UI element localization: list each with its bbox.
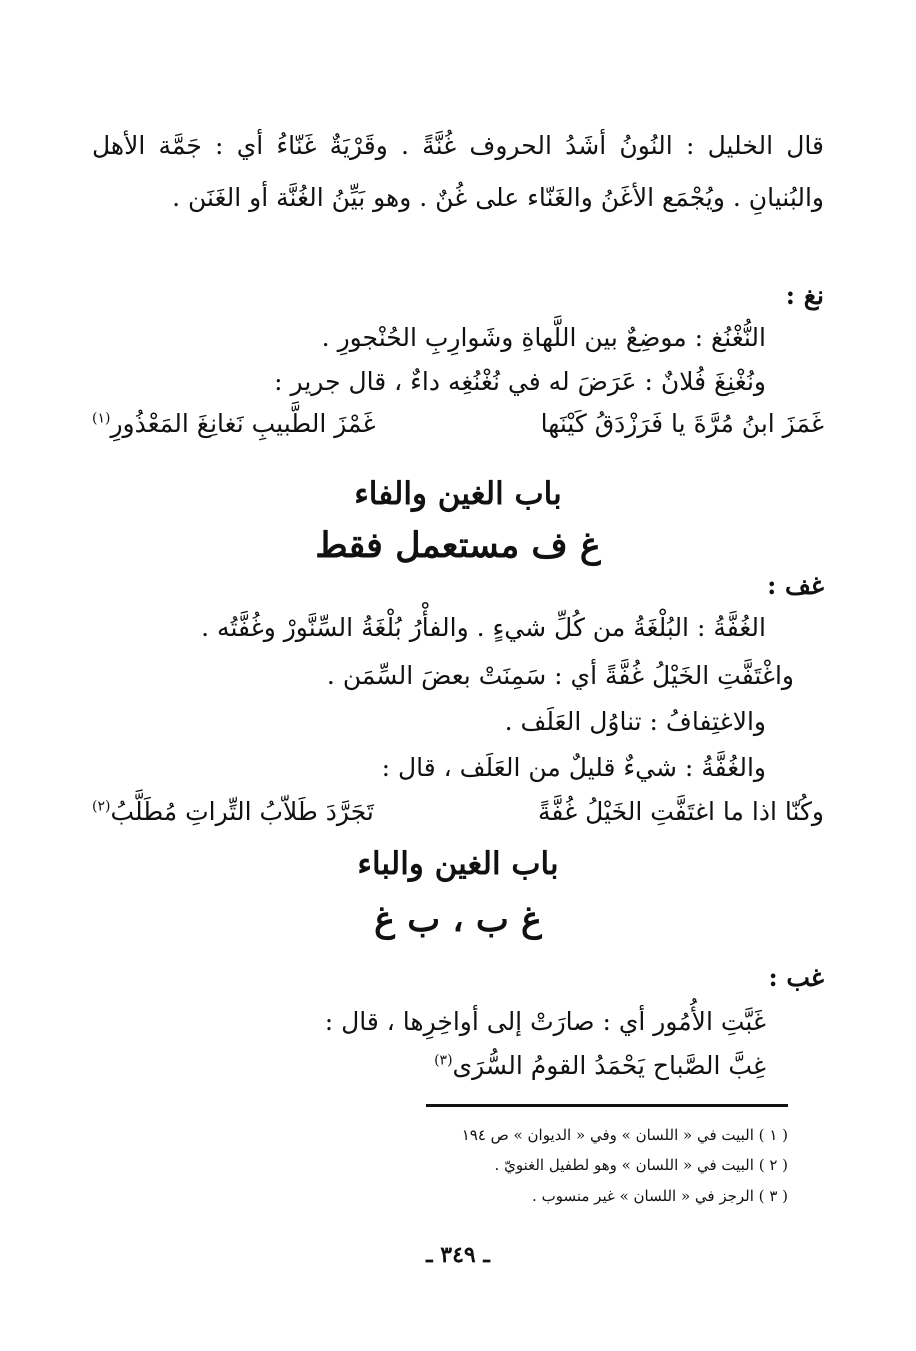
entry-heading: غب : bbox=[768, 963, 824, 992]
footnote: ( ١ ) البيت في « اللسان » وفي « الديوان » ص ١٩٤ bbox=[461, 1126, 788, 1144]
poetry-verse bbox=[434, 1046, 766, 1086]
verse-text: غَمْزَ الطَّبيبِ نَغانِغَ المَعْذُورِ bbox=[110, 409, 376, 438]
verse-hemistich bbox=[92, 792, 374, 832]
verse-text: غِبَّ الصَّباح يَحْمَدُ القومُ السُّرَى bbox=[452, 1051, 766, 1080]
paragraph-line: قال الخليل : النُونُ أشَدُ الحروف غُنَّةً . وقَرْيَةٌ غَنّاءُ أي : جَمَّة الأهل bbox=[92, 131, 824, 160]
footnote-separator bbox=[426, 1104, 788, 1107]
footnote-marker: (٢) bbox=[92, 798, 111, 815]
paragraph-line: والبُنيانِ . ويُجْمَع الأغَنُ والغَنّاء على غُنٌ . وهو بَيِّنُ الغُنَّة أو الغَنَن . bbox=[172, 183, 824, 212]
paragraph-line: والاغتِفافُ : تناوُل العَلَف . bbox=[504, 707, 766, 736]
paragraph-line: واغْتَفَّتِ الخَيْلُ غُفَّةً أي : سَمِنَتْ بعضَ السِّمَن . bbox=[326, 661, 794, 690]
chapter-title: باب الغين والفاء bbox=[354, 476, 562, 512]
paragraph-line: ونُغْنِغَ فُلانٌ : عَرَضَ له في نُغْنُغِه داءٌ ، قال جرير : bbox=[274, 367, 766, 396]
verse-hemistich: غَمَزَ ابنُ مُرَّةَ يا فَرَزْدَقُ كَيْنَها bbox=[540, 409, 824, 438]
entry-heading: نغ : bbox=[785, 281, 824, 310]
verse-hemistich bbox=[92, 404, 376, 444]
footnote-marker: (١) bbox=[92, 410, 111, 427]
verse-hemistich: وكُنّا اذا ما اغتَفَّتِ الخَيْلُ غُفَّةً bbox=[538, 797, 824, 826]
paragraph-line: الغُفَّةُ : البُلْغَةُ من كُلِّ شيءٍ . والفأْرُ بُلْغَةُ السِّنَّورْ وغُفَّتُه . bbox=[201, 613, 766, 642]
paragraph-line: غَبَّتِ الأُمُور أي : صارَتْ إلى أواخِرِها ، قال : bbox=[324, 1007, 766, 1036]
page-number: ـ ٣٤٩ ـ bbox=[426, 1242, 490, 1268]
paragraph-line: النُّغْنُغ : موضِعٌ بين اللَّهاةِ وشَوارِبِ الحُنْجورِ . bbox=[321, 323, 766, 352]
verse-text: تَجَرَّدَ طَلاّبُ التِّراتِ مُطَلَّبُ bbox=[110, 797, 374, 826]
footnote-marker: (٣) bbox=[434, 1052, 453, 1069]
chapter-subtitle: غ ف مستعمل فقط bbox=[315, 525, 601, 566]
entry-heading: غف : bbox=[767, 571, 824, 600]
poetry-verse bbox=[92, 792, 824, 832]
footnote: ( ٢ ) البيت في « اللسان » وهو لطفيل الغنويّ . bbox=[494, 1156, 788, 1174]
poetry-verse bbox=[92, 404, 824, 444]
footnote: ( ٣ ) الرجز في « اللسان » غير منسوب . bbox=[532, 1187, 788, 1205]
chapter-subtitle: غ ب ، ب غ bbox=[374, 899, 542, 940]
paragraph-line: والغُفَّةُ : شيءٌ قليلٌ من العَلَف ، قال : bbox=[381, 753, 766, 782]
chapter-title: باب الغين والباء bbox=[357, 846, 559, 882]
